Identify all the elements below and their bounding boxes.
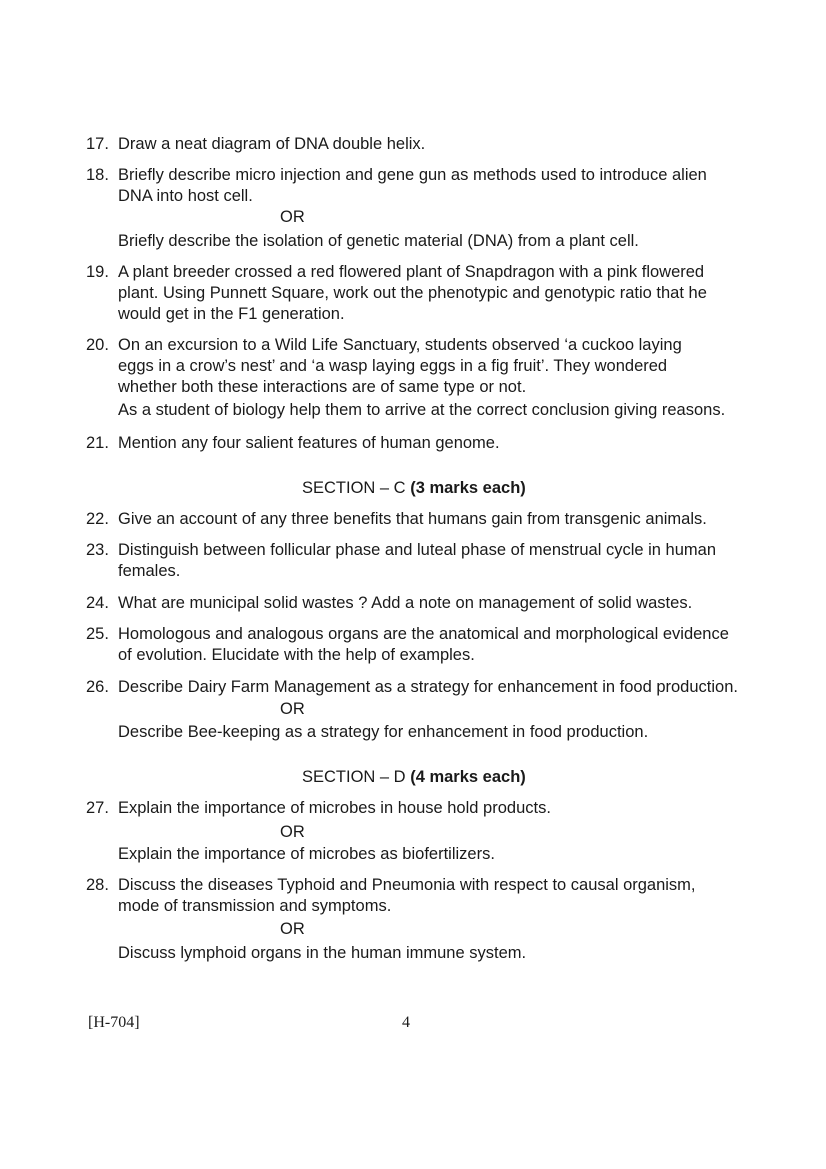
question-text: whether both these interactions are of same type or not.: [118, 378, 527, 396]
question-number: 24.: [86, 594, 109, 612]
question-22: [86, 509, 754, 530]
question-25: [86, 624, 754, 666]
question-23: [86, 540, 754, 582]
question-text: eggs in a crow’s nest’ and ‘a wasp laying eggs in a fig fruit’. They wondered: [118, 357, 668, 375]
question-number: 17.: [86, 135, 109, 153]
question-20: [86, 335, 754, 421]
question-text: DNA into host cell.: [118, 187, 253, 205]
question-18-alternative: [86, 231, 754, 252]
paper-code: [H-704]: [88, 1014, 140, 1031]
question-text: Discuss lymphoid organs in the human immune system.: [118, 944, 527, 962]
section-marks: (4 marks each): [410, 768, 526, 786]
question-number: 19.: [86, 263, 109, 281]
question-text: As a student of biology help them to arrive at the correct conclusion giving reasons.: [118, 401, 726, 419]
question-28: [86, 875, 754, 917]
section-marks: (3 marks each): [410, 479, 526, 497]
question-19: [86, 262, 754, 325]
question-18: [86, 165, 754, 207]
question-text: Describe Bee-keeping as a strategy for enhancement in food production.: [118, 723, 649, 741]
question-text: Draw a neat diagram of DNA double helix.: [118, 135, 426, 153]
question-text: Explain the importance of microbes as biofertilizers.: [118, 845, 495, 863]
question-27: [86, 798, 754, 819]
section-c-heading: [302, 478, 526, 499]
question-number: 27.: [86, 799, 109, 817]
section-d-heading: [302, 767, 526, 788]
question-text: would get in the F1 generation.: [118, 305, 345, 323]
or-separator: OR: [280, 700, 305, 718]
section-title: SECTION – D: [302, 768, 406, 786]
question-26: [86, 677, 754, 698]
question-27-alternative: [86, 844, 754, 865]
question-number: 26.: [86, 678, 109, 696]
question-21: [86, 433, 754, 454]
question-text: Give an account of any three benefits that humans gain from transgenic animals.: [118, 510, 707, 528]
question-text: plant. Using Punnett Square, work out the phenotypic and genotypic ratio that he: [118, 284, 707, 302]
question-text: Explain the importance of microbes in house hold products.: [118, 799, 551, 817]
question-text: What are municipal solid wastes ? Add a note on management of solid wastes.: [118, 594, 693, 612]
question-text: Discuss the diseases Typhoid and Pneumonia with respect to causal organism,: [118, 876, 696, 894]
or-separator: OR: [280, 920, 305, 938]
question-text: Briefly describe the isolation of genetic material (DNA) from a plant cell.: [118, 232, 639, 250]
question-text: females.: [118, 562, 181, 580]
question-number: 22.: [86, 510, 109, 528]
or-separator: OR: [280, 208, 305, 226]
question-28-alternative: [86, 943, 754, 964]
question-text: Describe Dairy Farm Management as a strategy for enhancement in food production.: [118, 678, 738, 696]
question-text: On an excursion to a Wild Life Sanctuary, students observed ‘a cuckoo laying: [118, 336, 682, 354]
section-title: SECTION – C: [302, 479, 406, 497]
question-text: Distinguish between follicular phase and luteal phase of menstrual cycle in human: [118, 541, 717, 559]
question-24: [86, 593, 754, 614]
question-text: Homologous and analogous organs are the anatomical and morphological evidence: [118, 625, 729, 643]
question-number: 23.: [86, 541, 109, 559]
question-number: 21.: [86, 434, 109, 452]
question-text: mode of transmission and symptoms.: [118, 897, 392, 915]
page-number: 4: [402, 1014, 410, 1031]
question-26-alternative: [86, 722, 754, 743]
question-number: 20.: [86, 336, 109, 354]
question-17: [86, 134, 754, 155]
or-separator: OR: [280, 823, 305, 841]
question-number: 18.: [86, 166, 109, 184]
question-text: Briefly describe micro injection and gene gun as methods used to introduce alien: [118, 166, 707, 184]
question-number: 28.: [86, 876, 109, 894]
question-number: 25.: [86, 625, 109, 643]
question-text: Mention any four salient features of human genome.: [118, 434, 500, 452]
question-text: of evolution. Elucidate with the help of examples.: [118, 646, 475, 664]
question-text: A plant breeder crossed a red flowered plant of Snapdragon with a pink flowered: [118, 263, 705, 281]
